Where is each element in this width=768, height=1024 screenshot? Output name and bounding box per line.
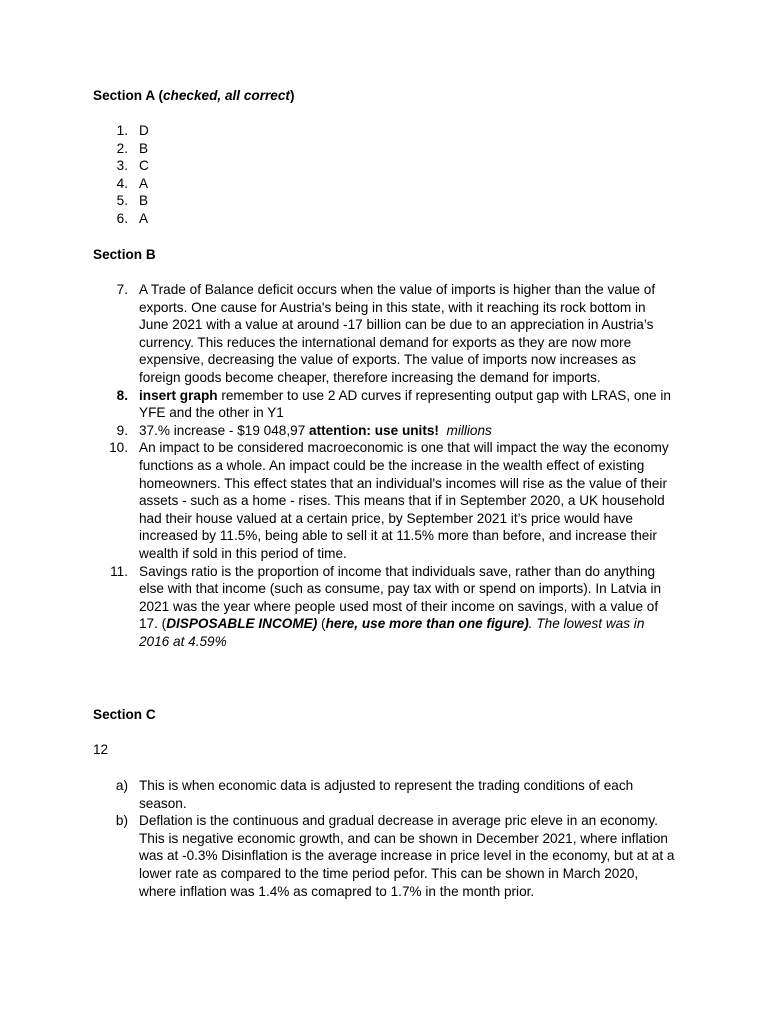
section-a-heading — [93, 87, 294, 105]
question-number: 12 — [93, 742, 109, 757]
item-number: 3. — [116, 158, 128, 174]
question-10 — [0, 439, 675, 562]
question-9 — [0, 422, 675, 440]
list-item — [0, 157, 675, 175]
answer-text: B — [139, 193, 149, 209]
item-number: 7. — [116, 282, 128, 297]
answer-text: ( — [317, 616, 326, 632]
answer-note: . The lowest was in 2016 at 4.59% — [139, 616, 645, 649]
section-c-heading: Section C — [93, 707, 156, 722]
answer-text: An impact to be considered macroeconomic is one that will impact the way the economy functions as a whole. An impact could be the increase in the wealth effect of existing homeowners. This effect states that an individual's incomes will rise as the value of their assets - such as a home - rises. This means that if in September 2020, a UK household had their house valued at a certain price, by September 2021 it’s price would have increased by 11.5%, being able to sell it at 11.5% more than before, and increase their wealth if sold in this period of time. — [139, 440, 669, 561]
item-number: 8. — [116, 387, 128, 403]
answer-emphasis: insert graph — [139, 387, 218, 403]
question-7 — [0, 281, 675, 387]
answer-note: millions — [438, 422, 492, 438]
section-c-answers — [0, 777, 768, 900]
list-item — [0, 122, 675, 140]
section-b-answers — [0, 281, 768, 650]
list-item — [0, 175, 675, 193]
answer-text: Savings ratio is the proportion of income that individuals save, rather than do anything else with that income (such as consume, pay tax with or spend on imports). In Latvia in 2021 was the year where people used most of their income on savings, with a value of 17. ( — [139, 563, 662, 632]
item-number: 5. — [116, 193, 128, 209]
list-item — [0, 192, 675, 210]
answer-emphasis: attention: use units! — [309, 422, 439, 438]
item-number: 1. — [116, 123, 128, 138]
question-12a — [0, 777, 675, 812]
answer-text: Deflation is the continuous and gradual decrease in average pric eleve in an economy. This is negative economic growth, and can be shown in December 2021, where inflation was at -0.3% Disinflation is the average increase in price level in the economy, but at at a lower rate as compared to the time period pefor. This can be shown in March 2020, where inflation was 1.4% as comapred to 1.7% in the month prior. — [139, 813, 675, 899]
answer-text: A — [139, 210, 149, 226]
section-a-title: Section A ( — [93, 88, 163, 103]
answer-text: 37.% increase - $19 048,97 — [139, 422, 310, 438]
question-11 — [0, 563, 675, 651]
answer-text: D — [139, 123, 149, 138]
answer-text: remember to use 2 AD curves if representing output gap with LRAS, one in YFE and the other in Y1 — [139, 387, 671, 421]
list-item — [0, 210, 675, 228]
answer-text: C — [139, 158, 149, 174]
answer-text: B — [139, 140, 149, 156]
section-a-close: ) — [289, 88, 295, 103]
item-number: 9. — [116, 422, 128, 438]
item-number: 2. — [116, 140, 128, 156]
item-number: 10. — [109, 440, 128, 456]
question-8 — [0, 387, 675, 422]
answer-emphasis: here, use more than one figure) — [325, 616, 529, 632]
question-12b — [0, 812, 675, 900]
item-label: b) — [115, 813, 128, 829]
answer-emphasis: DISPOSABLE INCOME) — [166, 616, 318, 632]
section-b-heading: Section B — [93, 247, 156, 262]
list-item — [0, 140, 675, 158]
answer-text: A — [139, 175, 149, 191]
section-a-note: checked, all correct — [163, 88, 290, 103]
item-number: 11. — [110, 563, 128, 579]
answer-text: This is when economic data is adjusted to represent the trading conditions of each season. — [139, 778, 634, 811]
item-number: 4. — [116, 175, 128, 191]
section-a-answers — [0, 122, 768, 228]
answer-text: A Trade of Balance deficit occurs when the value of imports is higher than the value of exports. One cause for Austria's being in this state, with it reaching its rock bottom in June 2021 with a value at around -17 billion can be due to an appreciation in Austria’s currency. This reduces the international demand for exports as they are now more expensive, decreasing the value of exports. The value of imports now increases as foreign goods become cheaper, therefore increasing the demand for imports. — [139, 282, 656, 385]
item-number: 6. — [116, 210, 128, 226]
item-label: a) — [115, 778, 128, 793]
